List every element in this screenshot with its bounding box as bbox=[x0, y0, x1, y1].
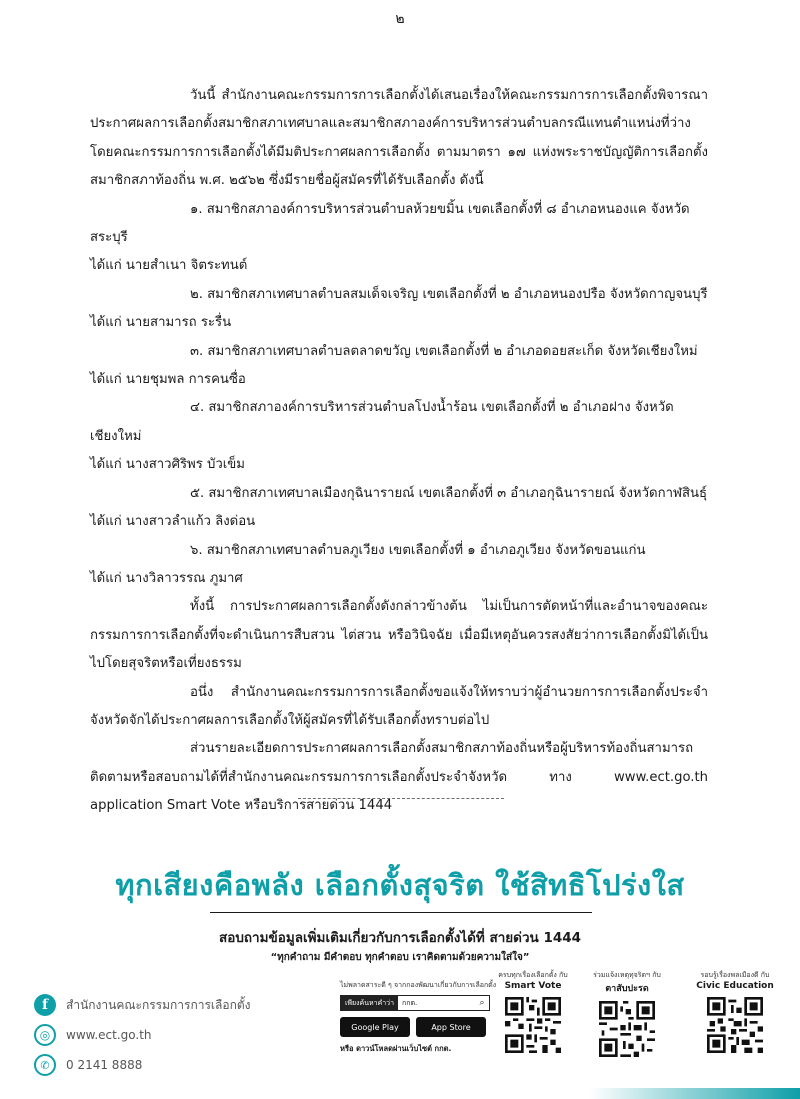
item-5-office: ๕. สมาชิกสภาเทศบาลเมืองกุฉินารายณ์ เขตเลือกตั้งที่ ๓ อำเภอกุฉินารายณ์ จังหวัดกาฬสินธุ์ bbox=[190, 485, 708, 501]
google-play-badge[interactable] bbox=[340, 1017, 410, 1037]
app-search-box bbox=[340, 995, 490, 1011]
google-play-label: Google Play bbox=[351, 1022, 399, 1032]
qr-block-tasapparot bbox=[592, 970, 662, 1060]
item-6-office: ๖. สมาชิกสภาเทศบาลตำบลภูเวียง เขตเลือกตั้งที่ ๑ อำเภอภูเวียง จังหวัดขอนแก่น bbox=[190, 542, 646, 558]
app-store-badge[interactable] bbox=[416, 1017, 486, 1037]
ect-app-promo bbox=[340, 980, 497, 1055]
hotline-slogan: “ทุกคำถาม มีคำตอบ ทุกคำตอบ เราคิดตามด้วยความใส่ใจ” bbox=[270, 952, 530, 963]
notice-paragraph: อนึ่ง สำนักงานคณะกรรมการการเลือกตั้งขอแจ้งให้ทราบว่าผู้อำนวยการการเลือกตั้งประจำจังหวัดจักได้ประกาศผลการเลือกตั้งให้ผู้สมัครที่ได้รับเลือกตั้งทราบต่อไป bbox=[90, 684, 708, 728]
announcement-body bbox=[90, 82, 708, 821]
qr-title: Civic Education bbox=[696, 981, 774, 991]
app-store-label: App Store bbox=[431, 1022, 471, 1032]
download-note: หรือ ดาวน์โหลดผ่านเว็บไซต์ กกต. bbox=[340, 1044, 452, 1053]
app-promo-caption: ไม่พลาดสาระดี ๆ จากกองพัฒนาเกี่ยวกับการเลือกตั้ง bbox=[340, 981, 497, 989]
globe-icon: ◎ bbox=[34, 1024, 56, 1046]
qr-code-icon[interactable] bbox=[599, 998, 655, 1060]
search-value: กกต. bbox=[402, 998, 418, 1007]
facebook-label: สำนักงานคณะกรรมการการเลือกตั้ง bbox=[66, 997, 251, 1012]
website-label: www.ect.go.th bbox=[66, 1028, 152, 1042]
qr-caption: ครบทุกเรื่องเลือกตั้ง กับ bbox=[498, 971, 568, 979]
search-icon: ⌕ bbox=[479, 998, 485, 1008]
decorative-strip bbox=[590, 1088, 800, 1099]
end-divider bbox=[298, 798, 504, 799]
item-6-winner: ได้แก่ นางวิลาวรรณ ภูมาศ bbox=[90, 570, 243, 586]
item-2-winner: ได้แก่ นายสามารถ ระรื่น bbox=[90, 315, 232, 331]
authority-paragraph: ทั้งนี้ การประกาศผลการเลือกตั้งดังกล่าวข้างต้น ไม่เป็นการตัดหน้าที่และอำนาจของคณะกรรมการการเลือกตั้งที่จะดำเนินการสืบสวน ไต่สวน หรือวินิจฉัย เมื่อมีเหตุอันควรสงสัยว่าการเลือกตั้งมิได้เป็นไปโดยสุจริตหรือเที่ยงธรรม bbox=[90, 599, 708, 672]
item-4-office: ๔. สมาชิกสภาองค์การบริหารส่วนตำบลโปงน้ำร้อน เขตเลือกตั้งที่ ๒ อำเภอฝาง จังหวัดเชียงใหม่ bbox=[90, 400, 674, 444]
page-number: ๒ bbox=[395, 11, 405, 27]
phone-contact bbox=[34, 1054, 142, 1076]
qr-block-smart-vote bbox=[490, 970, 576, 1056]
item-3-office: ๓. สมาชิกสภาเทศบาลตำบลตลาดขวัญ เขตเลือกตั้งที่ ๒ อำเภอดอยสะเก็ด จังหวัดเชียงใหม่ bbox=[190, 343, 698, 359]
search-label: เพียงค้นหาคำว่า bbox=[341, 996, 398, 1010]
qr-title: Smart Vote bbox=[504, 981, 562, 991]
item-5-winner: ได้แก่ นางสาวลำแก้ว ลิงด่อน bbox=[90, 514, 256, 530]
item-2-office: ๒. สมาชิกสภาเทศบาลตำบลสมเด็จเจริญ เขตเลือกตั้งที่ ๒ อำเภอหนองปรือ จังหวัดกาญจนบุรี bbox=[190, 286, 708, 302]
phone-label: 0 2141 8888 bbox=[66, 1058, 143, 1072]
hotline-contact: สอบถามข้อมูลเพิ่มเติมเกี่ยวกับการเลือกตั้งได้ที่ สายด่วน 1444 bbox=[218, 930, 582, 946]
details-paragraph: ส่วนรายละเอียดการประกาศผลการเลือกตั้งสมาชิกสภาท้องถิ่นหรือผู้บริหารท้องถิ่นสามารถติดตามหรือสอบถามได้ที่สำนักงานคณะกรรมการการเลือกตั้งประจำจังหวัด ทาง www.ect.go.th application Smart Vote หรือบริการสายด่วน 1444 bbox=[90, 741, 708, 814]
qr-code-icon[interactable] bbox=[707, 994, 763, 1056]
qr-caption: รอบรู้เรื่องพลเมืองดี กับ bbox=[700, 971, 770, 979]
item-1-office: ๑. สมาชิกสภาองค์การบริหารส่วนตำบลห้วยขมิ้น เขตเลือกตั้งที่ ๘ อำเภอหนองแค จังหวัดสระบุรี bbox=[90, 201, 690, 246]
website-link[interactable] bbox=[34, 1024, 152, 1046]
headline-rule bbox=[210, 912, 592, 913]
item-4-winner: ได้แก่ นางสาวศิริพร บัวเข็ม bbox=[90, 457, 246, 473]
facebook-link[interactable] bbox=[34, 994, 250, 1016]
intro-paragraph: วันนี้ สำนักงานคณะกรรมการการเลือกตั้งได้เสนอเรื่องให้คณะกรรมการการเลือกตั้งพิจารณาประกาศผลการเลือกตั้งสมาชิกสภาเทศบาลและสมาชิกสภาองค์การบริหารส่วนตำบลกรณีแทนตำแหน่งที่ว่าง โดยคณะกรรมการการเลือกตั้งได้มีมติประกาศผลการเลือกตั้ง ตามมาตรา ๑๗ แห่งพระราชบัญญัติการเลือกตั้งสมาชิกสภาท้องถิ่น พ.ศ. ๒๕๖๒ ซึ่งมีรายชื่อผู้สมัครที่ได้รับเลือกตั้ง ดังนี้ bbox=[90, 88, 708, 189]
campaign-headline: ทุกเสียงคือพลัง เลือกตั้งสุจริต ใช้สิทธิโปร่งใส bbox=[115, 868, 685, 902]
qr-code-icon[interactable] bbox=[505, 994, 561, 1056]
item-3-winner: ได้แก่ นายชุมพล การคนซื่อ bbox=[90, 372, 246, 388]
phone-icon: ✆ bbox=[34, 1054, 56, 1076]
qr-title: ตาสับปะรด bbox=[605, 984, 649, 994]
facebook-icon: f bbox=[34, 994, 56, 1016]
qr-caption: ร่วมแจ้งเหตุทุจริตฯ กับ bbox=[593, 971, 661, 979]
qr-block-civic-education bbox=[690, 970, 780, 1056]
item-1-winner: ได้แก่ นายสำเนา จิตระทนต์ bbox=[90, 258, 248, 274]
